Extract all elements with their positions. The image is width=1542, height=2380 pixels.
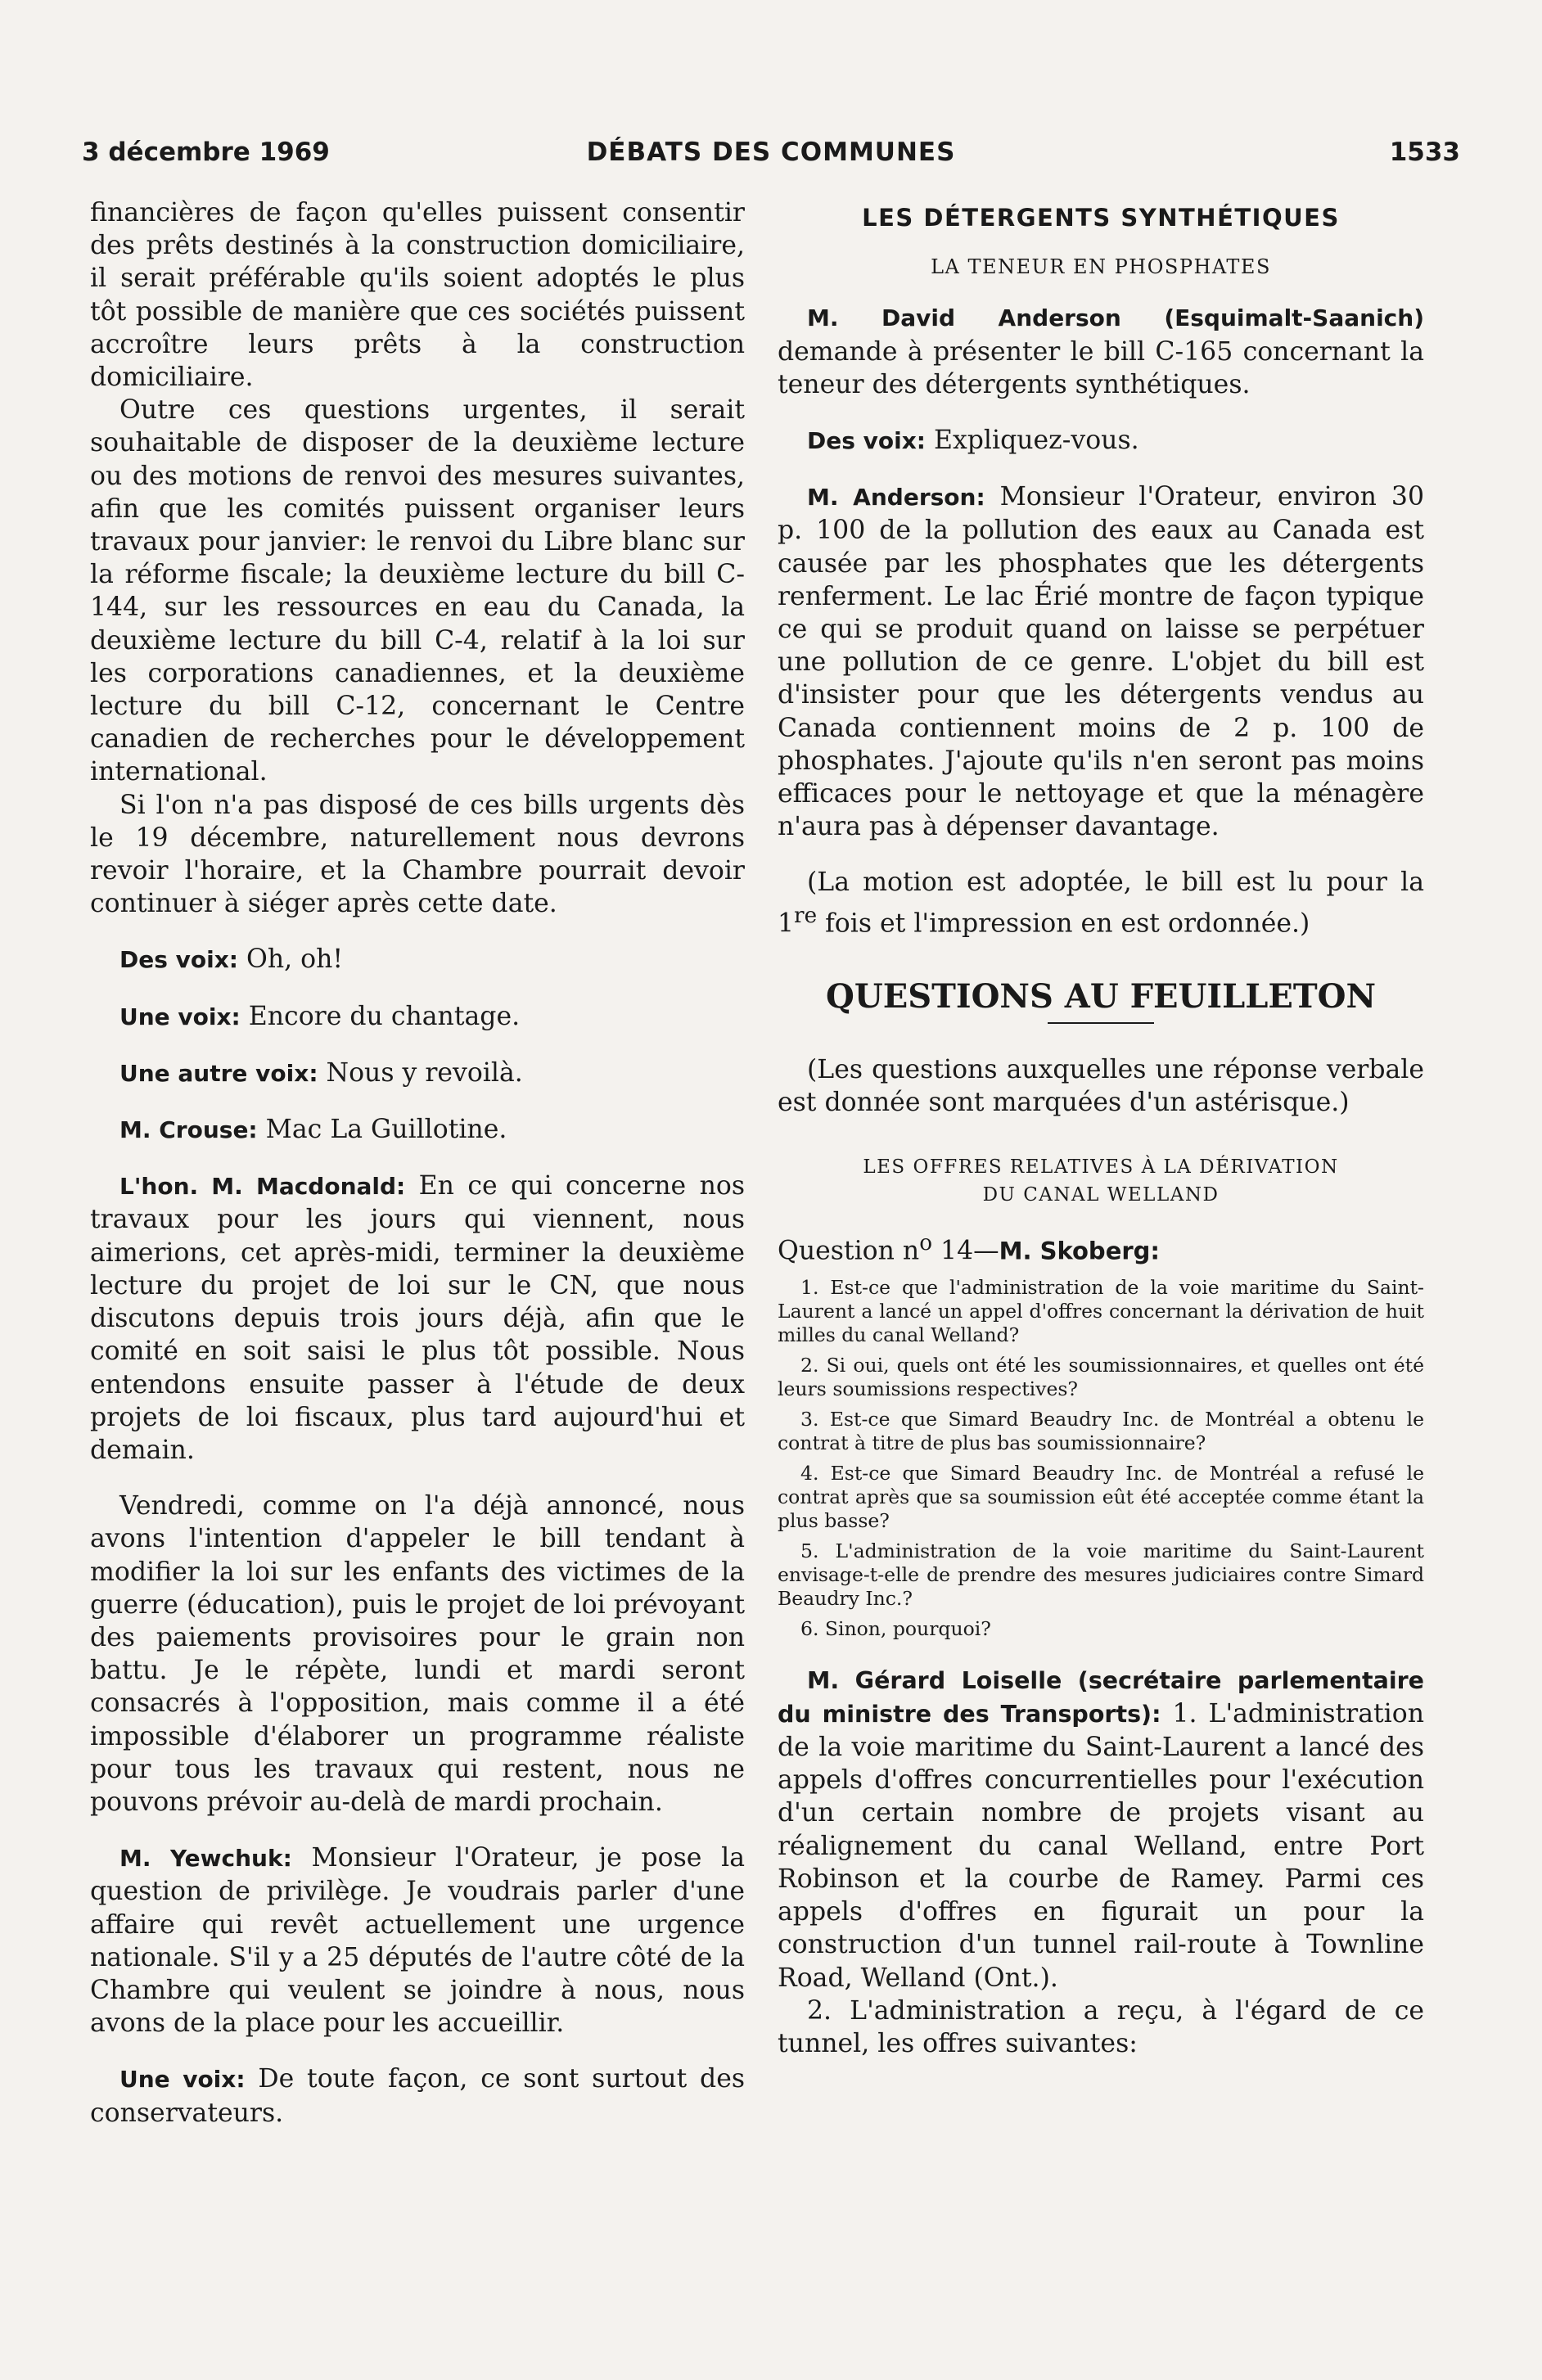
speech-text: De toute façon, ce sont surtout des conservateurs.: [90, 2064, 745, 2128]
header-date: 3 décembre 1969: [82, 137, 330, 167]
section-heading-large: QUESTIONS AU FEUILLETON: [825, 977, 1377, 1016]
speech-text: Expliquez-vous.: [926, 426, 1139, 456]
superscript: re: [794, 903, 818, 928]
intervention: [90, 1113, 745, 1147]
header-title: DÉBATS DES COMMUNES: [586, 137, 956, 167]
page-header: [82, 137, 1460, 178]
question-item: 6. Sinon, pourquoi?: [800, 1616, 991, 1640]
intervention: [778, 480, 1424, 843]
right-column: [778, 196, 1424, 2060]
speech-text: Mac La Guillotine.: [257, 1115, 507, 1145]
page-number: 1533: [1389, 137, 1460, 167]
intervention: [90, 1057, 745, 1090]
intervention: [90, 2062, 745, 2129]
speech-text: Nous y revoilà.: [318, 1057, 523, 1088]
paragraph: Outre ces questions urgentes, il serait souhaitable de disposer de la deuxième lecture ou des motions de renvoi des mesures suivantes, afin que les comités puissent organiser leurs travaux pour janvier: le renvoi du Libre blanc sur la réforme fiscale; la deuxième lecture du bill C-144, sur les ressources en eau du Canada, la deuxième lecture du bill C-4, relatif à la loi sur les corporations canadiennes, et la deuxième lecture du bill C-12, concernant le Centre canadien de recherches pour le développement international.: [90, 395, 745, 787]
question-item: 1. Est-ce que l'administration de la voie maritime du Saint-Laurent a lancé un appel d'offres concernant la dérivation de huit milles du canal Welland?: [778, 1275, 1424, 1346]
speech-text: Oh, oh!: [238, 944, 344, 975]
speaker-name: Une autre voix:: [119, 1059, 318, 1087]
speech-text: demande à présenter le bill C-165 concernant la teneur des détergents synthétiques.: [778, 336, 1424, 399]
question-item: 4. Est-ce que Simard Beaudry Inc. de Montréal a refusé le contrat après que sa soumission eût été acceptée comme étant la plus basse?: [778, 1461, 1424, 1532]
speaker-name: M. Gérard Loiselle (secrétaire parlementaire du ministre des Transports):: [778, 1666, 1424, 1728]
speaker-name: M. David Anderson (Esquimalt-Saanich): [807, 304, 1424, 332]
paragraph: Si l'on n'a pas disposé de ces bills urgents dès le 19 décembre, naturellement nous devrons revoir l'horaire, et la Chambre pourrait devoir continuer à siéger après cette date.: [90, 790, 745, 919]
speech-text: Monsieur l'Orateur, environ 30 p. 100 de la pollution des eaux au Canada est causée par les phosphates que les détergents renferment. Le lac Érié montre de façon typique ce qui se produit quand on laisse se perpétuer une pollution de ce genre. L'objet du bill est d'insister pour que les détergents vendus au Canada contiennent moins de 2 p. 100 de phosphates. J'ajoute qu'ils n'en seront pas moins efficaces pour le nettoyage et que la ménagère n'aura pas à dépenser davantage.: [778, 482, 1424, 842]
speech-text: En ce qui concerne nos travaux pour les jours qui viennent, nous aimerions, cet après-midi, terminer la deuxième lecture du projet de loi sur le CN, que nous discutons depuis trois jours déjà, afin que le comité en soit saisi le plus tôt possible. Nous entendons ensuite passer à l'étude de deux projets de loi fiscaux, plus tard aujourd'hui et demain.: [90, 1171, 746, 1465]
question-title: Question $n^o$ 14—M. Skoberg:: [778, 1230, 1161, 1266]
speech-text: 1. L'administration de la voie maritime du Saint-Laurent a lancé des appels d'offres concurrentielles pour l'exécution d'un certain nombre de projets visant au réalignement du canal Welland, entre Port Robinson et la courbe de Ramey. Parmi ces appels d'offres en figurait un pour la construction d'un tunnel rail-route à Townline Road, Welland (Ont.).: [778, 1698, 1424, 1993]
intervention: [778, 1664, 1424, 1995]
question-item: 3. Est-ce que Simard Beaudry Inc. de Montréal a obtenu le contrat à titre de plus bas soumissionnaire?: [778, 1407, 1424, 1454]
speaker-name: Des voix:: [119, 946, 238, 974]
intervention: [90, 1841, 745, 2040]
section-heading: LES DÉTERGENTS SYNTHÉTIQUES: [862, 204, 1340, 232]
heading-rule: [1048, 1022, 1154, 1024]
left-column: [90, 196, 745, 2130]
intervention: [90, 943, 745, 976]
speaker-name: M. Skoberg:: [999, 1237, 1161, 1265]
speaker-name: Une voix:: [119, 1003, 241, 1030]
speaker-name: M. Yewchuk:: [119, 1845, 292, 1873]
question-topic-heading: LES OFFRES RELATIVES À LA DÉRIVATION DU CANAL WELLAND: [863, 1156, 1339, 1206]
speech-text: Encore du chantage.: [240, 1001, 521, 1031]
paragraph: financières de façon qu'elles puissent consentir des prêts destinés à la construction domiciliaire, il serait préférable qu'ils soient adoptés le plus tôt possible de manière que ces sociétés puissent accroître leurs prêts à la construction domiciliaire.: [90, 198, 745, 393]
intervention: [90, 1170, 745, 1467]
speaker-name: Des voix:: [807, 427, 926, 455]
speaker-name: M. Anderson:: [807, 484, 985, 512]
question-item: 5. L'administration de la voie maritime du Saint-Laurent envisage-t-elle de prendre des mesures judiciaires contre Simard Beaudry Inc.?: [778, 1539, 1424, 1610]
intervention: [778, 424, 1424, 458]
superscript: o: [919, 1230, 933, 1255]
intervention: [778, 301, 1424, 401]
speaker-name: L'hon. M. Macdonald:: [119, 1173, 406, 1201]
intervention: [90, 1000, 745, 1034]
speaker-name: Une voix:: [119, 2066, 246, 2094]
speech-text: Monsieur l'Orateur, je pose la question de privilège. Je voudrais parler d'une affaire qui revêt actuellement une urgence nationale. S'il y a 25 députés de l'autre côté de la Chambre qui veulent se joindre à nous, nous avons de la place pour les accueillir.: [90, 1843, 745, 2039]
paragraph: Vendredi, comme on l'a déjà annoncé, nous avons l'intention d'appeler le bill tendant à modifier la loi sur les enfants des victimes de la guerre (éducation), puis le projet de loi prévoyant des paiements provisoires pour le grain non battu. Je le répète, lundi et mardi seront consacrés à l'opposition, mais comme il a été impossible d'élaborer un programme réaliste pour tous les travaux qui restent, nous ne pouvons prévoir au-delà de mardi prochain.: [90, 1491, 745, 1817]
paragraph: 2. L'administration a reçu, à l'égard de ce tunnel, les offres suivantes:: [778, 1995, 1424, 2058]
note-paragraph: (Les questions auxquelles une réponse verbale est donnée sont marquées d'un astérisque.): [778, 1054, 1424, 1117]
question-item: 2. Si oui, quels ont été les soumissionnaires, et quelles ont été leurs soumissions respectives?: [778, 1353, 1424, 1400]
speaker-name: M. Crouse:: [119, 1116, 258, 1144]
motion-note: (La motion est adoptée, le bill est lu pour la 1re fois et l'impression en est ordonnée.): [778, 868, 1424, 939]
section-subheading: LA TENEUR EN PHOSPHATES: [931, 255, 1271, 279]
